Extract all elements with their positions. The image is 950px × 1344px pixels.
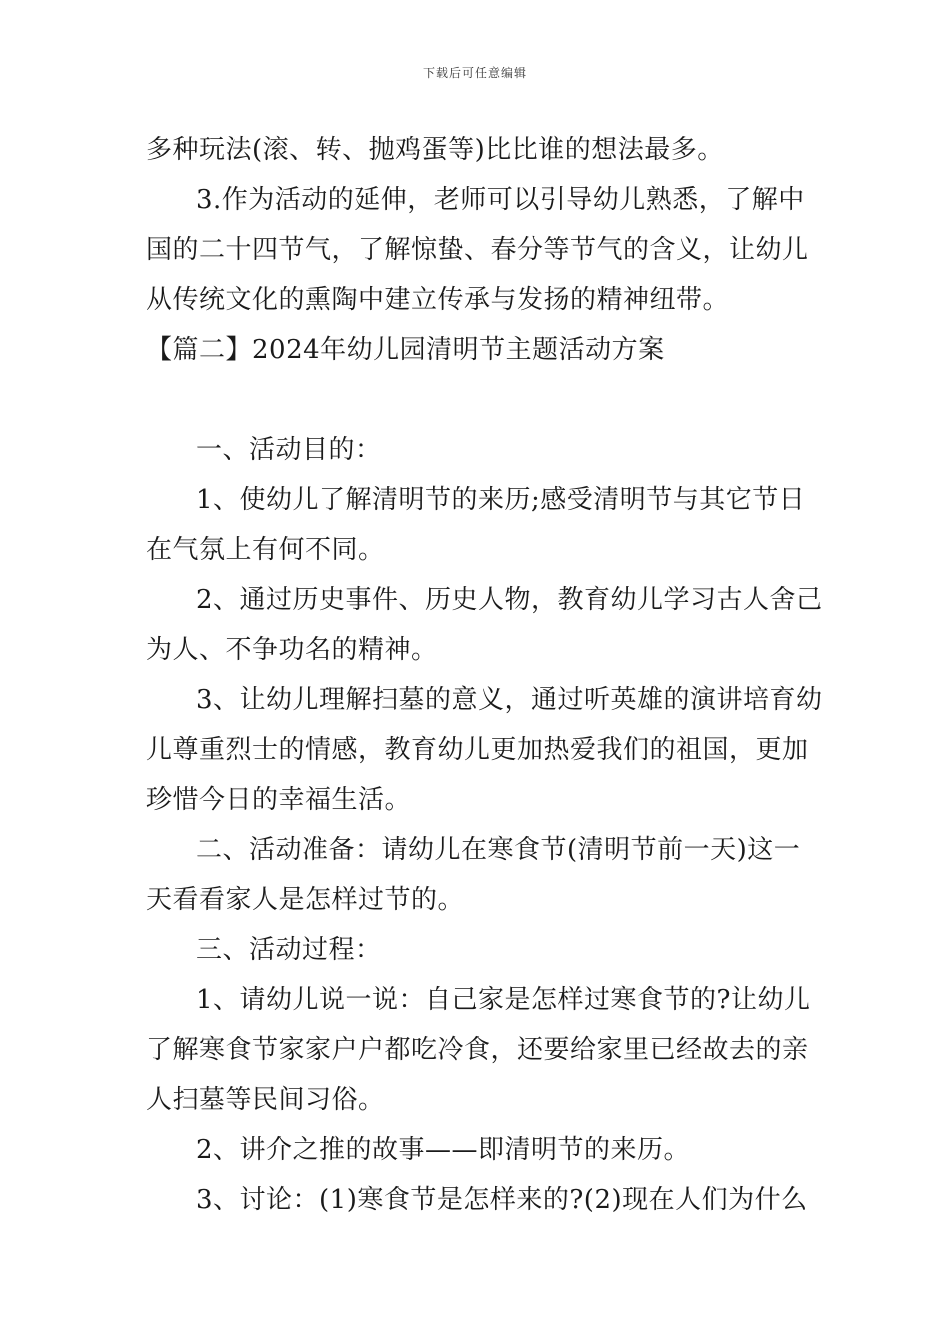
section-heading: 【篇二】2024年幼儿园清明节主题活动方案 [146, 335, 665, 365]
text-line: 3.作为活动的延伸，老师可以引导幼儿熟悉，了解中 [196, 185, 805, 215]
text-line: 多种玩法(滚、转、抛鸡蛋等)比比谁的想法最多。 [146, 135, 724, 165]
text-line: 3、讨论：(1)寒食节是怎样来的?(2)现在人们为什么 [196, 1185, 808, 1215]
text-line: 天看看家人是怎样过节的。 [146, 885, 465, 915]
text-line: 1、使幼儿了解清明节的来历;感受清明节与其它节日 [196, 485, 806, 515]
text-line: 从传统文化的熏陶中建立传承与发扬的精神纽带。 [146, 285, 730, 315]
text-line: 国的二十四节气，了解惊蛰、春分等节气的含义，让幼儿 [146, 235, 809, 265]
page-header: 下载后可任意编辑 [422, 66, 527, 80]
text-line: 一、活动目的： [196, 435, 382, 465]
text-line: 三、活动过程： [196, 935, 382, 965]
text-line: 为人、不争功名的精神。 [146, 635, 438, 665]
text-line: 珍惜今日的幸福生活。 [146, 785, 412, 815]
text-line: 人扫墓等民间习俗。 [146, 1085, 385, 1115]
text-line: 儿尊重烈士的情感，教育幼儿更加热爱我们的祖国，更加 [146, 735, 809, 765]
text-line: 二、活动准备：请幼儿在寒食节(清明节前一天)这一 [196, 835, 801, 865]
text-line: 2、讲介之推的故事——即清明节的来历。 [196, 1135, 691, 1165]
text-line: 在气氛上有何不同。 [146, 535, 385, 565]
text-line: 2、通过历史事件、历史人物，教育幼儿学习古人舍己 [196, 585, 823, 615]
text-line: 3、让幼儿理解扫墓的意义，通过听英雄的演讲培育幼 [196, 685, 823, 715]
text-line: 了解寒食节家家户户都吃冷食，还要给家里已经故去的亲 [146, 1035, 809, 1065]
text-line: 1、请幼儿说一说：自己家是怎样过寒食节的?让幼儿 [196, 985, 811, 1015]
